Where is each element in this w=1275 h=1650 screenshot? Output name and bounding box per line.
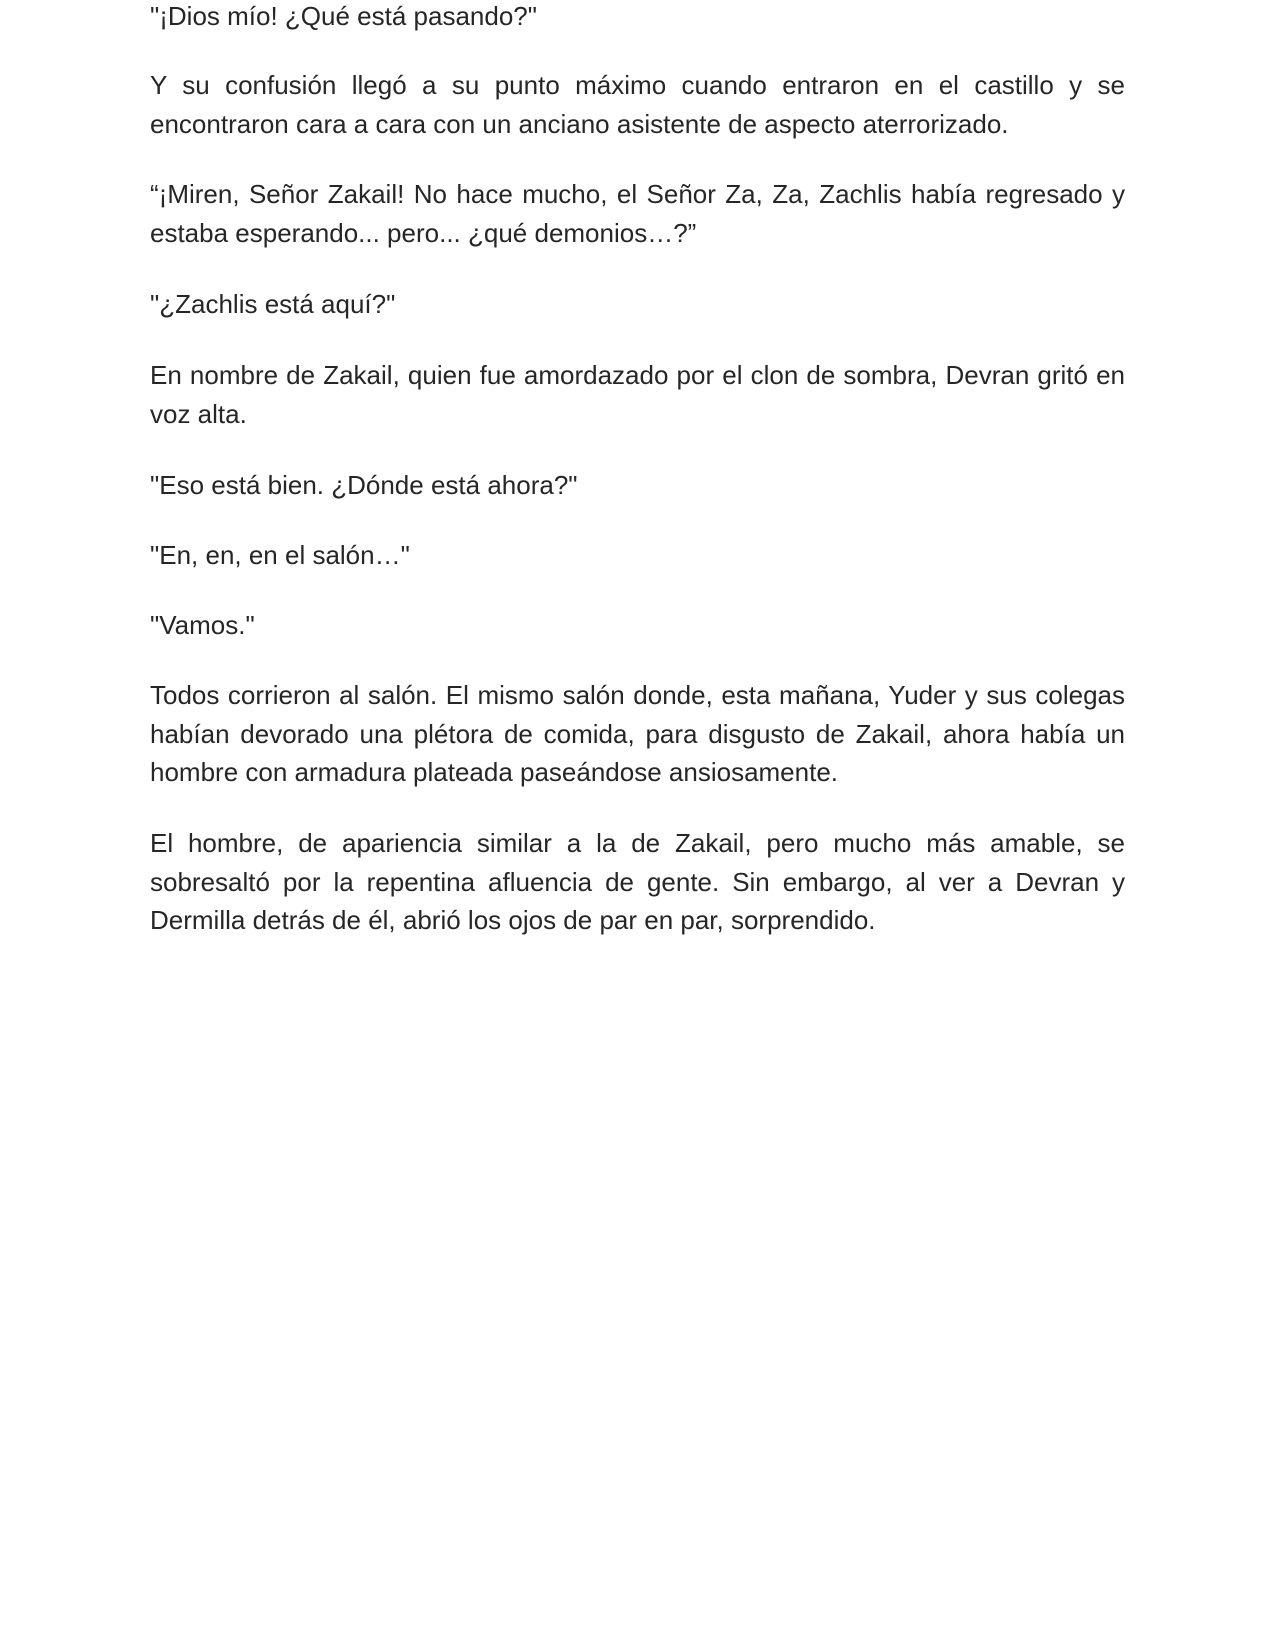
paragraph: "¿Zachlis está aquí?": [150, 289, 396, 319]
paragraph: "¡Dios mío! ¿Qué está pasando?": [150, 1, 537, 31]
paragraph: "Vamos.": [150, 610, 255, 640]
paragraph: "En, en, en el salón…": [150, 540, 410, 570]
paragraph: En nombre de Zakail, quien fue amordazado por el clon de sombra, Devran gritó en voz alta.: [150, 360, 1125, 429]
paragraph: Y su confusión llegó a su punto máximo cuando entraron en el castillo y se encontraron cara a cara con un anciano asistente de aspecto aterrorizado.: [150, 70, 1125, 139]
paragraph: El hombre, de apariencia similar a la de Zakail, pero mucho más amable, se sobresaltó por la repentina afluencia de gente. Sin embargo, al ver a Devran y Dermilla detrás de él, abrió los ojos de par en par, sorprendido.: [150, 828, 1125, 935]
paragraph: “¡Miren, Señor Zakail! No hace mucho, el Señor Za, Za, Zachlis había regresado y estaba esperando... pero... ¿qué demonios…?”: [150, 179, 1125, 248]
paragraph: "Eso está bien. ¿Dónde está ahora?": [150, 470, 578, 500]
paragraph: Todos corrieron al salón. El mismo salón donde, esta mañana, Yuder y sus colegas habían devorado una plétora de comida, para disgusto de Zakail, ahora había un hombre con armadura plateada paseándose ansiosamente.: [150, 680, 1125, 787]
